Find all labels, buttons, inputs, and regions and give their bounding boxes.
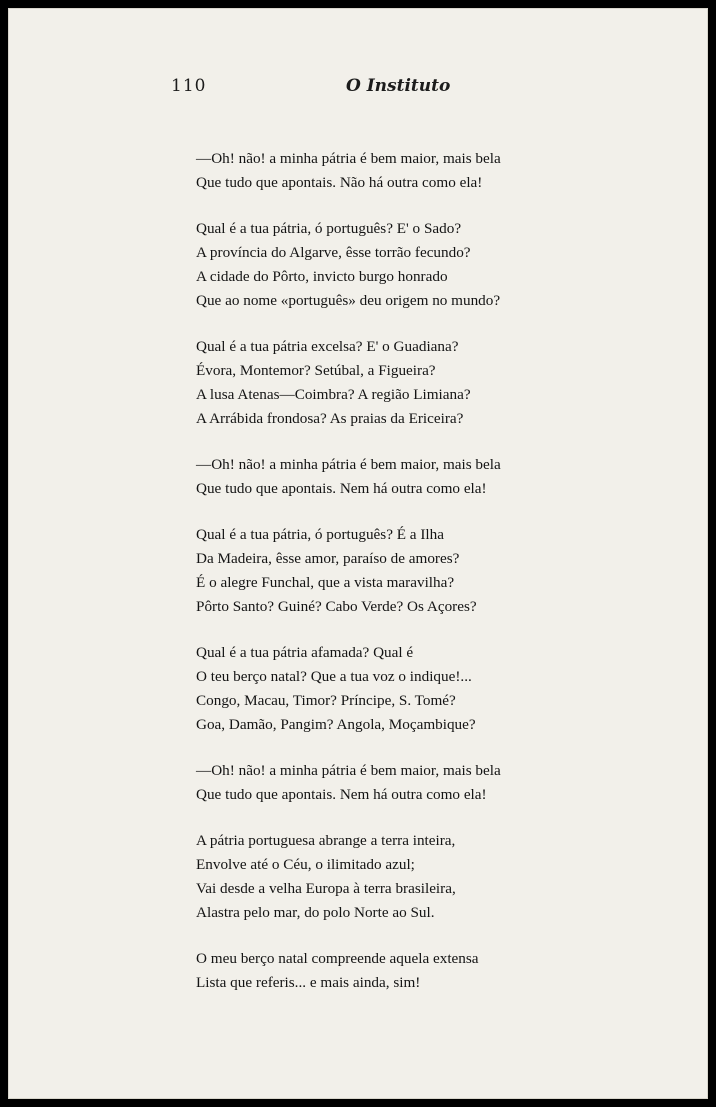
- poem-line: A pátria portuguesa abrange a terra inteira,: [196, 832, 456, 849]
- poem-line: Qual é a tua pátria, ó português? E' o Sado?: [196, 220, 462, 237]
- poem-line: —Oh! não! a minha pátria é bem maior, mais bela: [196, 150, 501, 167]
- poem-line: A província do Algarve, êsse torrão fecundo?: [196, 244, 471, 261]
- poem-line: Da Madeira, êsse amor, paraíso de amores?: [196, 550, 460, 567]
- poem-line: Envolve até o Céu, o ilimitado azul;: [196, 856, 415, 873]
- poem-line: Goa, Damão, Pangim? Angola, Moçambique?: [196, 716, 476, 733]
- stanza: [196, 147, 596, 195]
- poem-line: A cidade do Pôrto, invicto burgo honrado: [196, 268, 448, 285]
- running-title: O Instituto: [346, 76, 451, 96]
- poem-line: —Oh! não! a minha pátria é bem maior, mais bela: [196, 762, 501, 779]
- stanza: [196, 335, 596, 431]
- poem-line: A Arrábida frondosa? As praias da Ericeira?: [196, 410, 464, 427]
- page-header: [8, 76, 708, 100]
- poem-line: A lusa Atenas—Coimbra? A região Limiana?: [196, 386, 471, 403]
- poem-line: O meu berço natal compreende aquela extensa: [196, 950, 479, 967]
- poem-line: Alastra pelo mar, do polo Norte ao Sul.: [196, 904, 435, 921]
- stanza: [196, 641, 596, 737]
- poem-line: Que ao nome «português» deu origem no mundo?: [196, 292, 501, 309]
- poem-line: Qual é a tua pátria excelsa? E' o Guadiana?: [196, 338, 459, 355]
- page-number: 110: [171, 76, 207, 96]
- poem-line: Que tudo que apontais. Nem há outra como ela!: [196, 786, 487, 803]
- stanza: [196, 947, 596, 995]
- poem-line: Que tudo que apontais. Nem há outra como ela!: [196, 480, 487, 497]
- poem-line: É o alegre Funchal, que a vista maravilha?: [196, 574, 455, 591]
- poem-line: —Oh! não! a minha pátria é bem maior, mais bela: [196, 456, 501, 473]
- poem-line: Congo, Macau, Timor? Príncipe, S. Tomé?: [196, 692, 456, 709]
- poem-line: Qual é a tua pátria afamada? Qual é: [196, 644, 414, 661]
- poem: [196, 147, 596, 1017]
- poem-line: Lista que referis... e mais ainda, sim!: [196, 974, 421, 991]
- poem-line: Évora, Montemor? Setúbal, a Figueira?: [196, 362, 436, 379]
- stanza: [196, 523, 596, 619]
- stanza: [196, 217, 596, 313]
- stanza: [196, 759, 596, 807]
- book-page: [8, 8, 708, 1099]
- poem-line: Pôrto Santo? Guiné? Cabo Verde? Os Açores?: [196, 598, 477, 615]
- poem-line: Vai desde a velha Europa à terra brasileira,: [196, 880, 456, 897]
- poem-line: Que tudo que apontais. Não há outra como ela!: [196, 174, 483, 191]
- stanza: [196, 829, 596, 925]
- poem-line: Qual é a tua pátria, ó português? É a Ilha: [196, 526, 444, 543]
- poem-line: O teu berço natal? Que a tua voz o indique!...: [196, 668, 472, 685]
- stanza: [196, 453, 596, 501]
